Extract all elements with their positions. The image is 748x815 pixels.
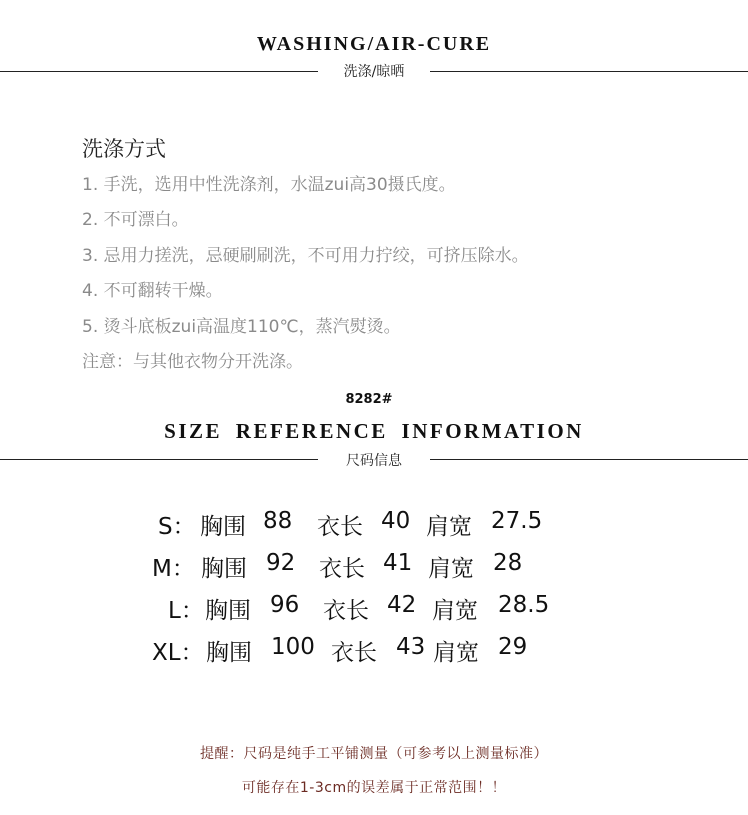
size-label: L： [168,598,204,624]
size-header-subtitle: 尺码信息 [346,453,402,469]
size-label: S： [158,514,196,540]
product-code: 8282# [345,392,393,407]
wash-item: 2. 不可漂白。 [82,210,189,230]
tolerance-note: 可能存在1-3cm的误差属于正常范围！！ [241,780,507,796]
size-header-title: SIZE REFERENCE INFORMATION [164,419,584,443]
wash-header-subtitle: 洗涤/晾晒 [343,64,405,80]
length-label: 衣长 [317,514,363,540]
wash-item: 5. 烫斗底板zui高温度110℃，蒸汽熨烫。 [82,317,401,337]
length-value: 43 [396,634,426,660]
shoulder-label: 肩宽 [426,514,472,540]
length-value: 42 [387,592,417,618]
shoulder-value: 28 [493,550,523,576]
chest-value: 92 [266,550,296,576]
chest-label: 胸围 [200,514,246,540]
length-label: 衣长 [319,556,365,582]
size-row-s [0,508,748,540]
wash-item: 3. 忌用力搓洗，忌硬刷刷洗，不可用力拧绞，可挤压除水。 [82,246,529,266]
shoulder-value: 27.5 [491,508,543,534]
length-label: 衣长 [323,598,369,624]
wash-method-title: 洗涤方式 [82,137,166,161]
measurement-reminder: 提醒：尺码是纯手工平铺测量（可参考以上测量标准） [200,746,548,762]
size-row-l [0,592,748,624]
wash-item: 4. 不可翻转干燥。 [82,281,223,301]
length-value: 40 [381,508,411,534]
chest-label: 胸围 [206,640,252,666]
size-label: M： [152,556,195,582]
chest-label: 胸围 [201,556,247,582]
wash-item: 1. 手洗，选用中性洗涤剂，水温zui高30摄氏度。 [82,175,456,195]
shoulder-value: 29 [498,634,528,660]
size-row-xl [0,634,748,666]
shoulder-label: 肩宽 [433,640,479,666]
wash-header-rule-right [430,71,748,72]
size-header-rule-left [0,459,318,460]
size-row-m [0,550,748,582]
chest-value: 96 [270,592,300,618]
chest-label: 胸围 [205,598,251,624]
shoulder-label: 肩宽 [428,556,474,582]
chest-value: 88 [263,508,293,534]
chest-value: 100 [271,634,315,660]
wash-header-title: WASHING/AIR-CURE [256,33,492,55]
length-value: 41 [383,550,413,576]
wash-note: 注意：与其他衣物分开洗涤。 [82,352,303,372]
wash-header-rule-left [0,71,318,72]
shoulder-label: 肩宽 [432,598,478,624]
size-header-rule-right [430,459,748,460]
shoulder-value: 28.5 [498,592,550,618]
length-label: 衣长 [331,640,377,666]
size-label: XL： [152,640,204,666]
